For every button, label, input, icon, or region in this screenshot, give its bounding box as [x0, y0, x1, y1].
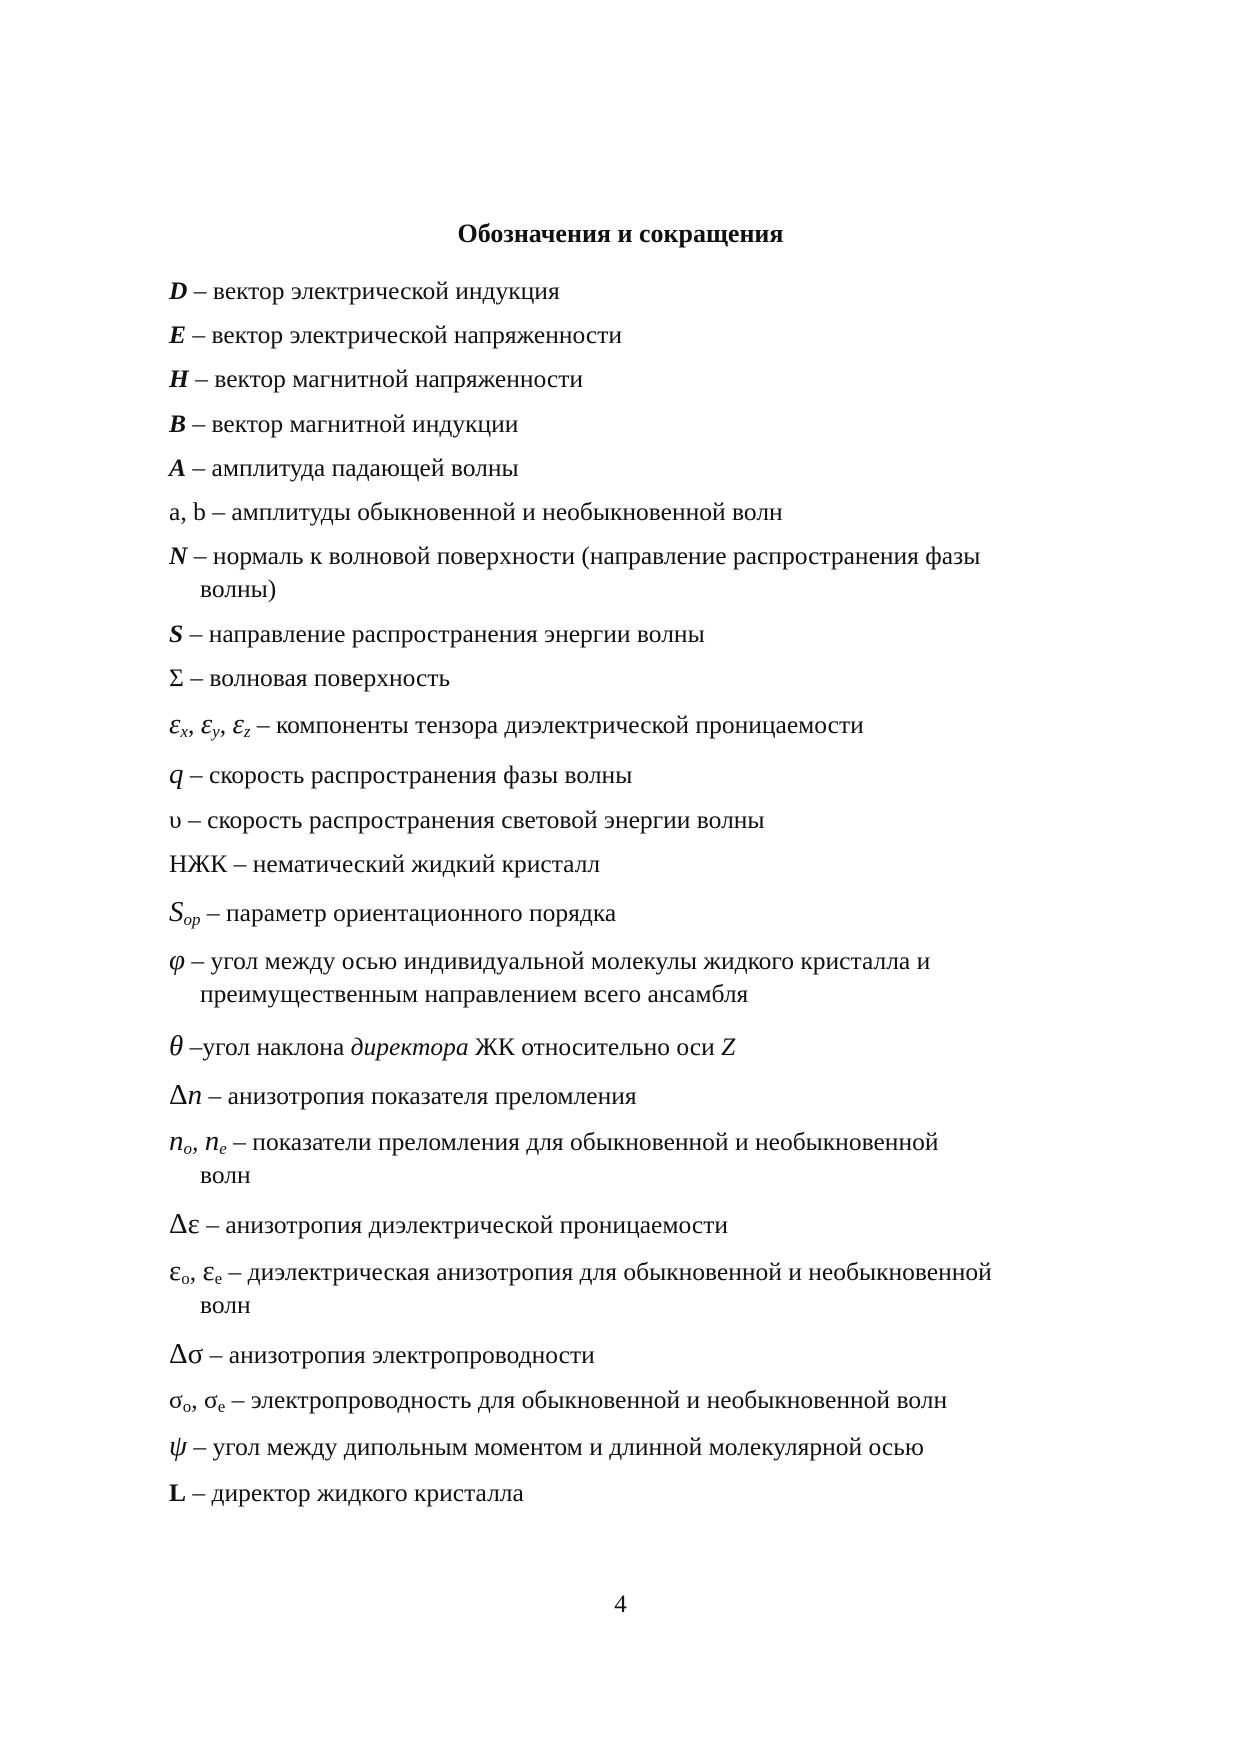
symbol: Δε	[169, 1208, 200, 1240]
description: – параметр ориентационного порядка	[200, 898, 617, 927]
description: – вектор магнитной напряженности	[188, 364, 584, 393]
subscript: e	[219, 1139, 227, 1158]
symbol: НЖК	[169, 849, 228, 878]
subscript: o	[181, 1269, 190, 1288]
symbol: A	[169, 453, 187, 482]
subscript: y	[212, 722, 220, 741]
description-italic: директора	[350, 1032, 469, 1061]
description-continuation: волн	[200, 1290, 251, 1319]
description-continuation: волны)	[200, 574, 277, 603]
symbol: ε	[169, 1255, 182, 1287]
description: – амплитуда падающей волны	[186, 453, 519, 482]
description: – угол между осью индивидуальной молекулы жидкого кристалла и	[185, 946, 931, 975]
symbol: Σ	[169, 663, 184, 692]
entry-n	[169, 539, 1099, 605]
entry-upsilon	[169, 803, 1099, 836]
symbol: a, b	[169, 497, 206, 526]
symbol: Δ	[169, 1079, 188, 1111]
subscript: e	[214, 1269, 223, 1288]
description: – скорость распространения световой энергии волны	[181, 805, 765, 834]
entry-q	[169, 758, 1099, 791]
symbol: σ	[204, 1385, 218, 1414]
description: – амплитуды обыкновенной и необыкновенной волн	[205, 497, 783, 526]
symbol: n	[187, 1079, 203, 1111]
description: – нематический жидкий кристалл	[227, 849, 601, 878]
symbol: ψ	[169, 1430, 188, 1462]
description: – вектор электрической индукция	[187, 276, 560, 305]
symbol: S	[169, 896, 184, 928]
subscript: o	[182, 1397, 192, 1416]
entry-delta-sigma	[169, 1338, 1099, 1371]
description: – нормаль к волновой поверхности (направление распространения фазы	[187, 541, 981, 570]
entry-epsilon-components: $\varepsilon_x$, $\varepsilon_y$, $\varepsilon_z$ – компоненты тензора диэлектрической проницаемости	[169, 708, 864, 741]
symbol: B	[169, 409, 187, 438]
description: – диэлектрическая анизотропия для обыкновенной и необыкновенной	[222, 1257, 992, 1286]
symbol: ε	[202, 1255, 215, 1287]
symbol: q	[169, 758, 184, 790]
symbol: D	[169, 276, 188, 305]
symbol: Δσ	[169, 1338, 204, 1370]
symbol: H	[169, 364, 189, 393]
description: – скорость распространения фазы волны	[183, 760, 633, 789]
entry-delta-n	[169, 1079, 1099, 1112]
entry-a	[169, 451, 1099, 484]
entry-s	[169, 617, 1099, 650]
entry-b	[169, 407, 1099, 440]
entry-sigma	[169, 661, 1099, 694]
entry-psi	[169, 1430, 1099, 1463]
page-title: Обозначения и сокращения	[457, 219, 784, 248]
subscript: z	[243, 722, 251, 741]
entry-s-op	[169, 896, 1099, 929]
symbol: σ	[169, 1385, 183, 1414]
description: ЖК относительно оси	[468, 1032, 722, 1061]
description: – вектор магнитной индукции	[186, 409, 519, 438]
symbol: n	[169, 1125, 184, 1157]
symbol: E	[169, 320, 187, 349]
entry-l	[169, 1476, 1099, 1509]
entry-d	[169, 274, 1099, 307]
description: – анизотропия показателя преломления	[202, 1081, 637, 1110]
symbol: n	[204, 1125, 220, 1157]
symbol: ε	[232, 708, 244, 740]
entry-n-o-n-e: $n_o$, $n_e$ – показатели преломления для обыкновенной и необыкновенной волн	[169, 1125, 1099, 1191]
description: – электропроводность для обыкновенной и необыкновенной волн	[225, 1385, 948, 1414]
description: –угол наклона	[183, 1032, 351, 1061]
description: – вектор электрической напряженности	[186, 320, 622, 349]
symbol: S	[169, 619, 184, 648]
description-continuation: преимущественным направлением всего ансамбля	[200, 979, 749, 1008]
entry-epsilon-o-e: $\varepsilon_o$, $\varepsilon_e$ – диэлектрическая анизотропия для обыкновенной и необыкновенной волн	[169, 1255, 1099, 1321]
description: – анизотропия электропроводности	[203, 1340, 595, 1369]
entry-theta	[169, 1030, 1099, 1063]
entry-nlc	[169, 847, 1099, 880]
description: – компоненты тензора диэлектрической проницаемости	[250, 710, 864, 739]
entry-delta-epsilon	[169, 1208, 1099, 1241]
symbol: ε	[200, 708, 213, 740]
description: – волновая поверхность	[183, 663, 451, 692]
description: – направление распространения энергии волны	[183, 619, 705, 648]
subscript: x	[180, 722, 188, 741]
subscript: op	[183, 910, 201, 929]
entry-sigma-o-e: $\sigma_o$, $\sigma_e$ – электропроводность для обыкновенной и необыкновенной волн	[169, 1385, 948, 1416]
description: – директор жидкого кристалла	[186, 1478, 524, 1507]
symbol: ε	[169, 708, 181, 740]
symbol: N	[169, 541, 188, 570]
description: – угол между дипольным моментом и длинной молекулярной осью	[187, 1432, 924, 1461]
subscript: o	[183, 1139, 192, 1158]
description: – анизотропия диэлектрической проницаемости	[199, 1210, 728, 1239]
entry-ab	[169, 495, 1099, 528]
symbol: θ	[169, 1030, 184, 1062]
description-continuation: волн	[200, 1160, 251, 1189]
entry-h	[169, 362, 1099, 395]
axis-label: Z	[721, 1032, 736, 1061]
symbol: L	[169, 1478, 187, 1507]
entry-e	[169, 318, 1099, 351]
page-number: 4	[614, 1591, 627, 1618]
description: – показатели преломления для обыкновенной и необыкновенной	[226, 1127, 939, 1156]
subscript: e	[217, 1397, 226, 1416]
entry-phi	[169, 944, 1099, 1010]
symbol: φ	[169, 944, 186, 976]
symbol: υ	[169, 805, 182, 834]
